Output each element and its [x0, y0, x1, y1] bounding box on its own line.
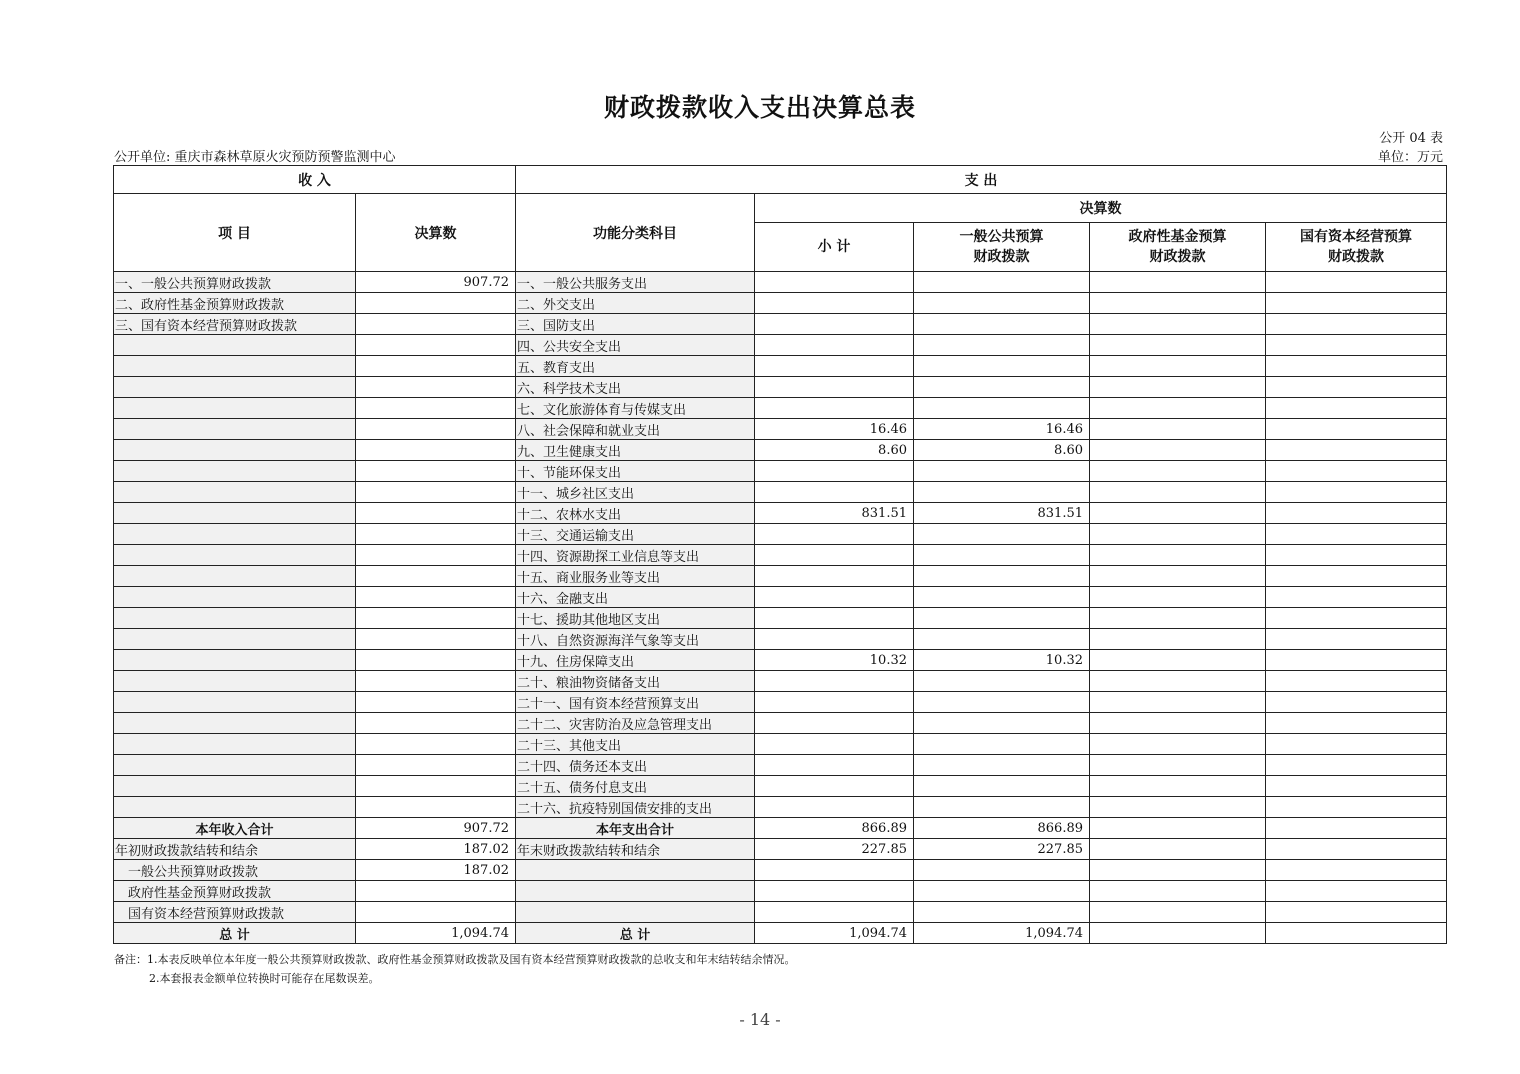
subtotal-cell: [755, 608, 914, 629]
gov-fund-cell: [1090, 566, 1266, 587]
gov-fund-cell: [1090, 377, 1266, 398]
function-category-cell: 二十一、国有资本经营预算支出: [516, 692, 755, 713]
function-category-cell: 十五、商业服务业等支出: [516, 566, 755, 587]
income-amount-cell: [356, 650, 516, 671]
table-row: [114, 629, 1447, 650]
income-amount-cell: [356, 608, 516, 629]
soe-cell: [1266, 461, 1447, 482]
subtotal-header: 小 计: [755, 223, 914, 272]
gov-fund-cell: [1090, 272, 1266, 293]
table-row: [114, 356, 1447, 377]
function-category-cell: 九、卫生健康支出: [516, 440, 755, 461]
gov-fund-cell: [1090, 314, 1266, 335]
income-item-cell: [114, 713, 356, 734]
table-row: [114, 587, 1447, 608]
income-amount-cell: [356, 398, 516, 419]
soe-cell: [1266, 503, 1447, 524]
table-row: [114, 797, 1447, 818]
table-row: [114, 566, 1447, 587]
income-amount-cell: [356, 545, 516, 566]
gov-fund-cell: [1090, 398, 1266, 419]
income-amount-cell: [356, 671, 516, 692]
table-row: [114, 419, 1447, 440]
table-row: [114, 650, 1447, 671]
income-item-cell: [114, 608, 356, 629]
income-amount-cell: [356, 440, 516, 461]
table-row: [114, 398, 1447, 419]
income-amount-cell: [356, 419, 516, 440]
general-budget-cell: [914, 713, 1090, 734]
soe-cell: [1266, 482, 1447, 503]
table-row: [114, 272, 1447, 293]
table-row: [114, 293, 1447, 314]
gov-fund-cell: [1090, 461, 1266, 482]
general-budget-cell: [914, 398, 1090, 419]
income-item-cell: [114, 503, 356, 524]
begin-general-label: 一般公共预算财政拨款: [114, 860, 356, 881]
begin-carryover-label: 年初财政拨款结转和结余: [114, 839, 356, 860]
function-category-cell: 三、国防支出: [516, 314, 755, 335]
function-category-cell: 二十四、债务还本支出: [516, 755, 755, 776]
soe-cell: [1266, 755, 1447, 776]
subtotal-cell: [755, 776, 914, 797]
soe-cell: [1266, 293, 1447, 314]
income-item-cell: [114, 650, 356, 671]
function-category-cell: 二十二、灾害防治及应急管理支出: [516, 713, 755, 734]
general-budget-cell: [914, 566, 1090, 587]
budget-table: [113, 165, 1447, 944]
income-amount-cell: [356, 503, 516, 524]
income-item-cell: [114, 398, 356, 419]
function-category-cell: 五、教育支出: [516, 356, 755, 377]
table-row: [114, 377, 1447, 398]
function-category-cell: 十八、自然资源海洋气象等支出: [516, 629, 755, 650]
income-amount-cell: [356, 734, 516, 755]
soe-cell: [1266, 776, 1447, 797]
general-budget-cell: [914, 356, 1090, 377]
income-item-cell: [114, 440, 356, 461]
income-item-cell: [114, 671, 356, 692]
soe-cell: [1266, 356, 1447, 377]
income-amount-cell: [356, 797, 516, 818]
function-category-cell: 二十三、其他支出: [516, 734, 755, 755]
general-budget-cell: [914, 293, 1090, 314]
table-row: [114, 524, 1447, 545]
carryover-row: [114, 839, 1447, 860]
general-budget-cell: [914, 524, 1090, 545]
footnotes: [114, 950, 796, 988]
gov-fund-cell: [1090, 734, 1266, 755]
subtotal-cell: [755, 671, 914, 692]
year-expense-label: 本年支出合计: [516, 818, 755, 839]
currency-unit: 单位：万元: [1377, 150, 1443, 165]
gov-fund-cell: [1090, 713, 1266, 734]
income-amount-cell: [356, 356, 516, 377]
subtotal-cell: [755, 461, 914, 482]
soe-cell: [1266, 314, 1447, 335]
table-row: [114, 692, 1447, 713]
general-budget-cell: [914, 272, 1090, 293]
subtotal-cell: 8.60: [755, 440, 914, 461]
income-amount-cell: [356, 335, 516, 356]
gov-fund-cell: [1090, 629, 1266, 650]
subtotal-cell: [755, 545, 914, 566]
soe-cell: [1266, 608, 1447, 629]
function-category-cell: 八、社会保障和就业支出: [516, 419, 755, 440]
table-row: [114, 608, 1447, 629]
gov-fund-cell: [1090, 776, 1266, 797]
income-item-cell: [114, 482, 356, 503]
subtotal-cell: [755, 398, 914, 419]
general-budget-cell: [914, 314, 1090, 335]
income-item-cell: [114, 356, 356, 377]
soe-header: 国有资本经营预算 财政拨款: [1266, 223, 1447, 272]
expense-header: 支 出: [516, 166, 1447, 194]
gov-fund-cell: [1090, 356, 1266, 377]
income-amount-cell: [356, 524, 516, 545]
income-amount-cell: [356, 314, 516, 335]
subtotal-cell: [755, 293, 914, 314]
reporting-unit: 公开单位: 重庆市森林草原火灾预防预警监测中心: [114, 150, 396, 165]
end-carryover-subtotal: 227.85: [755, 839, 914, 860]
general-budget-cell: 16.46: [914, 419, 1090, 440]
table-row: [114, 482, 1447, 503]
soe-cell: [1266, 524, 1447, 545]
general-budget-cell: [914, 797, 1090, 818]
function-category-cell: 七、文化旅游体育与传媒支出: [516, 398, 755, 419]
income-item-cell: [114, 335, 356, 356]
form-number: 公开 04 表: [1379, 131, 1443, 146]
subtotal-cell: [755, 566, 914, 587]
soe-cell: [1266, 587, 1447, 608]
soe-cell: [1266, 440, 1447, 461]
page-title: 财政拨款收入支出决算总表: [603, 93, 916, 122]
income-amount-cell: [356, 377, 516, 398]
general-budget-cell: [914, 335, 1090, 356]
table-row: [114, 734, 1447, 755]
general-budget-cell: [914, 608, 1090, 629]
soe-cell: [1266, 272, 1447, 293]
general-budget-cell: [914, 776, 1090, 797]
subtotal-cell: 10.32: [755, 650, 914, 671]
footnote-1: 备注：1.本表反映单位本年度一般公共预算财政拨款、政府性基金预算财政拨款及国有资本经营预算财政拨款的总收支和年末结转结余情况。: [114, 953, 796, 966]
general-budget-cell: [914, 545, 1090, 566]
function-category-cell: 二十六、抗疫特别国债安排的支出: [516, 797, 755, 818]
gov-fund-cell: [1090, 692, 1266, 713]
page-number: - 14 -: [739, 1010, 781, 1029]
soe-cell: [1266, 398, 1447, 419]
subtotal-cell: [755, 272, 914, 293]
income-item-cell: 二、政府性基金预算财政拨款: [114, 293, 356, 314]
subtotal-cell: [755, 356, 914, 377]
subtotal-cell: [755, 692, 914, 713]
soe-cell: [1266, 377, 1447, 398]
general-budget-cell: [914, 587, 1090, 608]
table-row: [114, 461, 1447, 482]
subtotal-cell: [755, 335, 914, 356]
soe-cell: [1266, 629, 1447, 650]
income-amount-cell: [356, 776, 516, 797]
income-amount-cell: [356, 293, 516, 314]
soe-cell: [1266, 734, 1447, 755]
general-budget-cell: [914, 629, 1090, 650]
func-header: 功能分类科目: [516, 194, 755, 272]
income-amount-cell: [356, 461, 516, 482]
function-category-cell: 十三、交通运输支出: [516, 524, 755, 545]
soe-cell: [1266, 671, 1447, 692]
table-row: [114, 713, 1447, 734]
year-total-row: [114, 818, 1447, 839]
soe-cell: [1266, 650, 1447, 671]
footnote-2: 2.本套报表金额单位转换时可能存在尾数误差。: [149, 972, 380, 985]
soe-cell: [1266, 566, 1447, 587]
function-category-cell: 十二、农林水支出: [516, 503, 755, 524]
income-amount-cell: [356, 587, 516, 608]
begin-fund-label: 政府性基金预算财政拨款: [114, 881, 356, 902]
income-amount-cell: [356, 629, 516, 650]
subtotal-cell: [755, 713, 914, 734]
income-item-cell: [114, 629, 356, 650]
income-item-cell: [114, 776, 356, 797]
subtotal-cell: 831.51: [755, 503, 914, 524]
function-category-cell: 二十、粮油物资储备支出: [516, 671, 755, 692]
income-item-cell: [114, 797, 356, 818]
general-budget-cell: [914, 755, 1090, 776]
income-item-cell: [114, 524, 356, 545]
function-category-cell: 十六、金融支出: [516, 587, 755, 608]
gov-fund-cell: [1090, 482, 1266, 503]
function-category-cell: 二、外交支出: [516, 293, 755, 314]
general-budget-cell: 10.32: [914, 650, 1090, 671]
income-item-cell: [114, 587, 356, 608]
soe-cell: [1266, 713, 1447, 734]
gov-fund-cell: [1090, 419, 1266, 440]
grand-income-amount: 1,094.74: [356, 923, 516, 944]
gov-fund-cell: [1090, 524, 1266, 545]
function-category-cell: 六、科学技术支出: [516, 377, 755, 398]
grand-expense-label: 总 计: [516, 923, 755, 944]
table-row: [114, 440, 1447, 461]
gen-budget-header: 一般公共预算 财政拨款: [914, 223, 1090, 272]
subtotal-cell: [755, 734, 914, 755]
grand-expense-general: 1,094.74: [914, 923, 1090, 944]
gov-fund-cell: [1090, 440, 1266, 461]
gov-fund-cell: [1090, 335, 1266, 356]
income-amount-cell: [356, 755, 516, 776]
income-item-cell: 三、国有资本经营预算财政拨款: [114, 314, 356, 335]
general-budget-cell: [914, 482, 1090, 503]
end-carryover-label: 年末财政拨款结转和结余: [516, 839, 755, 860]
function-category-cell: 十七、援助其他地区支出: [516, 608, 755, 629]
year-expense-general: 866.89: [914, 818, 1090, 839]
income-item-cell: [114, 692, 356, 713]
income-item-cell: [114, 377, 356, 398]
income-amount-cell: [356, 692, 516, 713]
subtotal-cell: [755, 587, 914, 608]
soe-cell: [1266, 692, 1447, 713]
function-category-cell: 十一、城乡社区支出: [516, 482, 755, 503]
soe-cell: [1266, 797, 1447, 818]
income-item-cell: [114, 461, 356, 482]
income-amount-cell: [356, 713, 516, 734]
general-budget-cell: [914, 377, 1090, 398]
general-budget-cell: [914, 671, 1090, 692]
subtotal-cell: 16.46: [755, 419, 914, 440]
function-category-cell: 二十五、债务付息支出: [516, 776, 755, 797]
subtotal-cell: [755, 797, 914, 818]
item-header: 项 目: [114, 194, 356, 272]
begin-general-amount: 187.02: [356, 860, 516, 881]
income-header: 收 入: [114, 166, 516, 194]
function-category-cell: 十四、资源勘探工业信息等支出: [516, 545, 755, 566]
general-budget-cell: [914, 692, 1090, 713]
general-budget-cell: [914, 461, 1090, 482]
income-amount-cell: 907.72: [356, 272, 516, 293]
end-carryover-general: 227.85: [914, 839, 1090, 860]
year-income-amount: 907.72: [356, 818, 516, 839]
gov-fund-cell: [1090, 797, 1266, 818]
grand-income-label: 总 计: [114, 923, 356, 944]
income-item-cell: 一、一般公共预算财政拨款: [114, 272, 356, 293]
general-budget-cell: 831.51: [914, 503, 1090, 524]
gov-fund-cell: [1090, 755, 1266, 776]
carryover-fund-row: [114, 881, 1447, 902]
gov-fund-cell: [1090, 503, 1266, 524]
subtotal-cell: [755, 377, 914, 398]
table-row: [114, 314, 1447, 335]
gov-fund-cell: [1090, 545, 1266, 566]
soe-cell: [1266, 335, 1447, 356]
function-category-cell: 十九、住房保障支出: [516, 650, 755, 671]
income-item-cell: [114, 734, 356, 755]
income-item-cell: [114, 419, 356, 440]
gov-fund-cell: [1090, 650, 1266, 671]
year-expense-subtotal: 866.89: [755, 818, 914, 839]
subtotal-cell: [755, 482, 914, 503]
subtotal-cell: [755, 755, 914, 776]
carryover-general-row: [114, 860, 1447, 881]
soe-cell: [1266, 419, 1447, 440]
carryover-soe-row: [114, 902, 1447, 923]
gov-fund-header: 政府性基金预算 财政拨款: [1090, 223, 1266, 272]
income-item-cell: [114, 566, 356, 587]
year-income-label: 本年收入合计: [114, 818, 356, 839]
income-amount-cell: [356, 482, 516, 503]
table-row: [114, 503, 1447, 524]
gov-fund-cell: [1090, 293, 1266, 314]
final-header: 决算数: [755, 194, 1447, 223]
gov-fund-cell: [1090, 587, 1266, 608]
table-row: [114, 755, 1447, 776]
begin-carryover-amount: 187.02: [356, 839, 516, 860]
subtotal-cell: [755, 524, 914, 545]
soe-cell: [1266, 545, 1447, 566]
table-row: [114, 545, 1447, 566]
amount-header: 决算数: [356, 194, 516, 272]
begin-soe-label: 国有资本经营预算财政拨款: [114, 902, 356, 923]
function-category-cell: 四、公共安全支出: [516, 335, 755, 356]
table-row: [114, 671, 1447, 692]
gov-fund-cell: [1090, 608, 1266, 629]
general-budget-cell: 8.60: [914, 440, 1090, 461]
income-amount-cell: [356, 566, 516, 587]
table-row: [114, 335, 1447, 356]
gov-fund-cell: [1090, 671, 1266, 692]
grand-total-row: [114, 923, 1447, 944]
general-budget-cell: [914, 734, 1090, 755]
income-item-cell: [114, 755, 356, 776]
subtotal-cell: [755, 314, 914, 335]
grand-expense-subtotal: 1,094.74: [755, 923, 914, 944]
income-item-cell: [114, 545, 356, 566]
subtotal-cell: [755, 629, 914, 650]
function-category-cell: 一、一般公共服务支出: [516, 272, 755, 293]
function-category-cell: 十、节能环保支出: [516, 461, 755, 482]
table-row: [114, 776, 1447, 797]
